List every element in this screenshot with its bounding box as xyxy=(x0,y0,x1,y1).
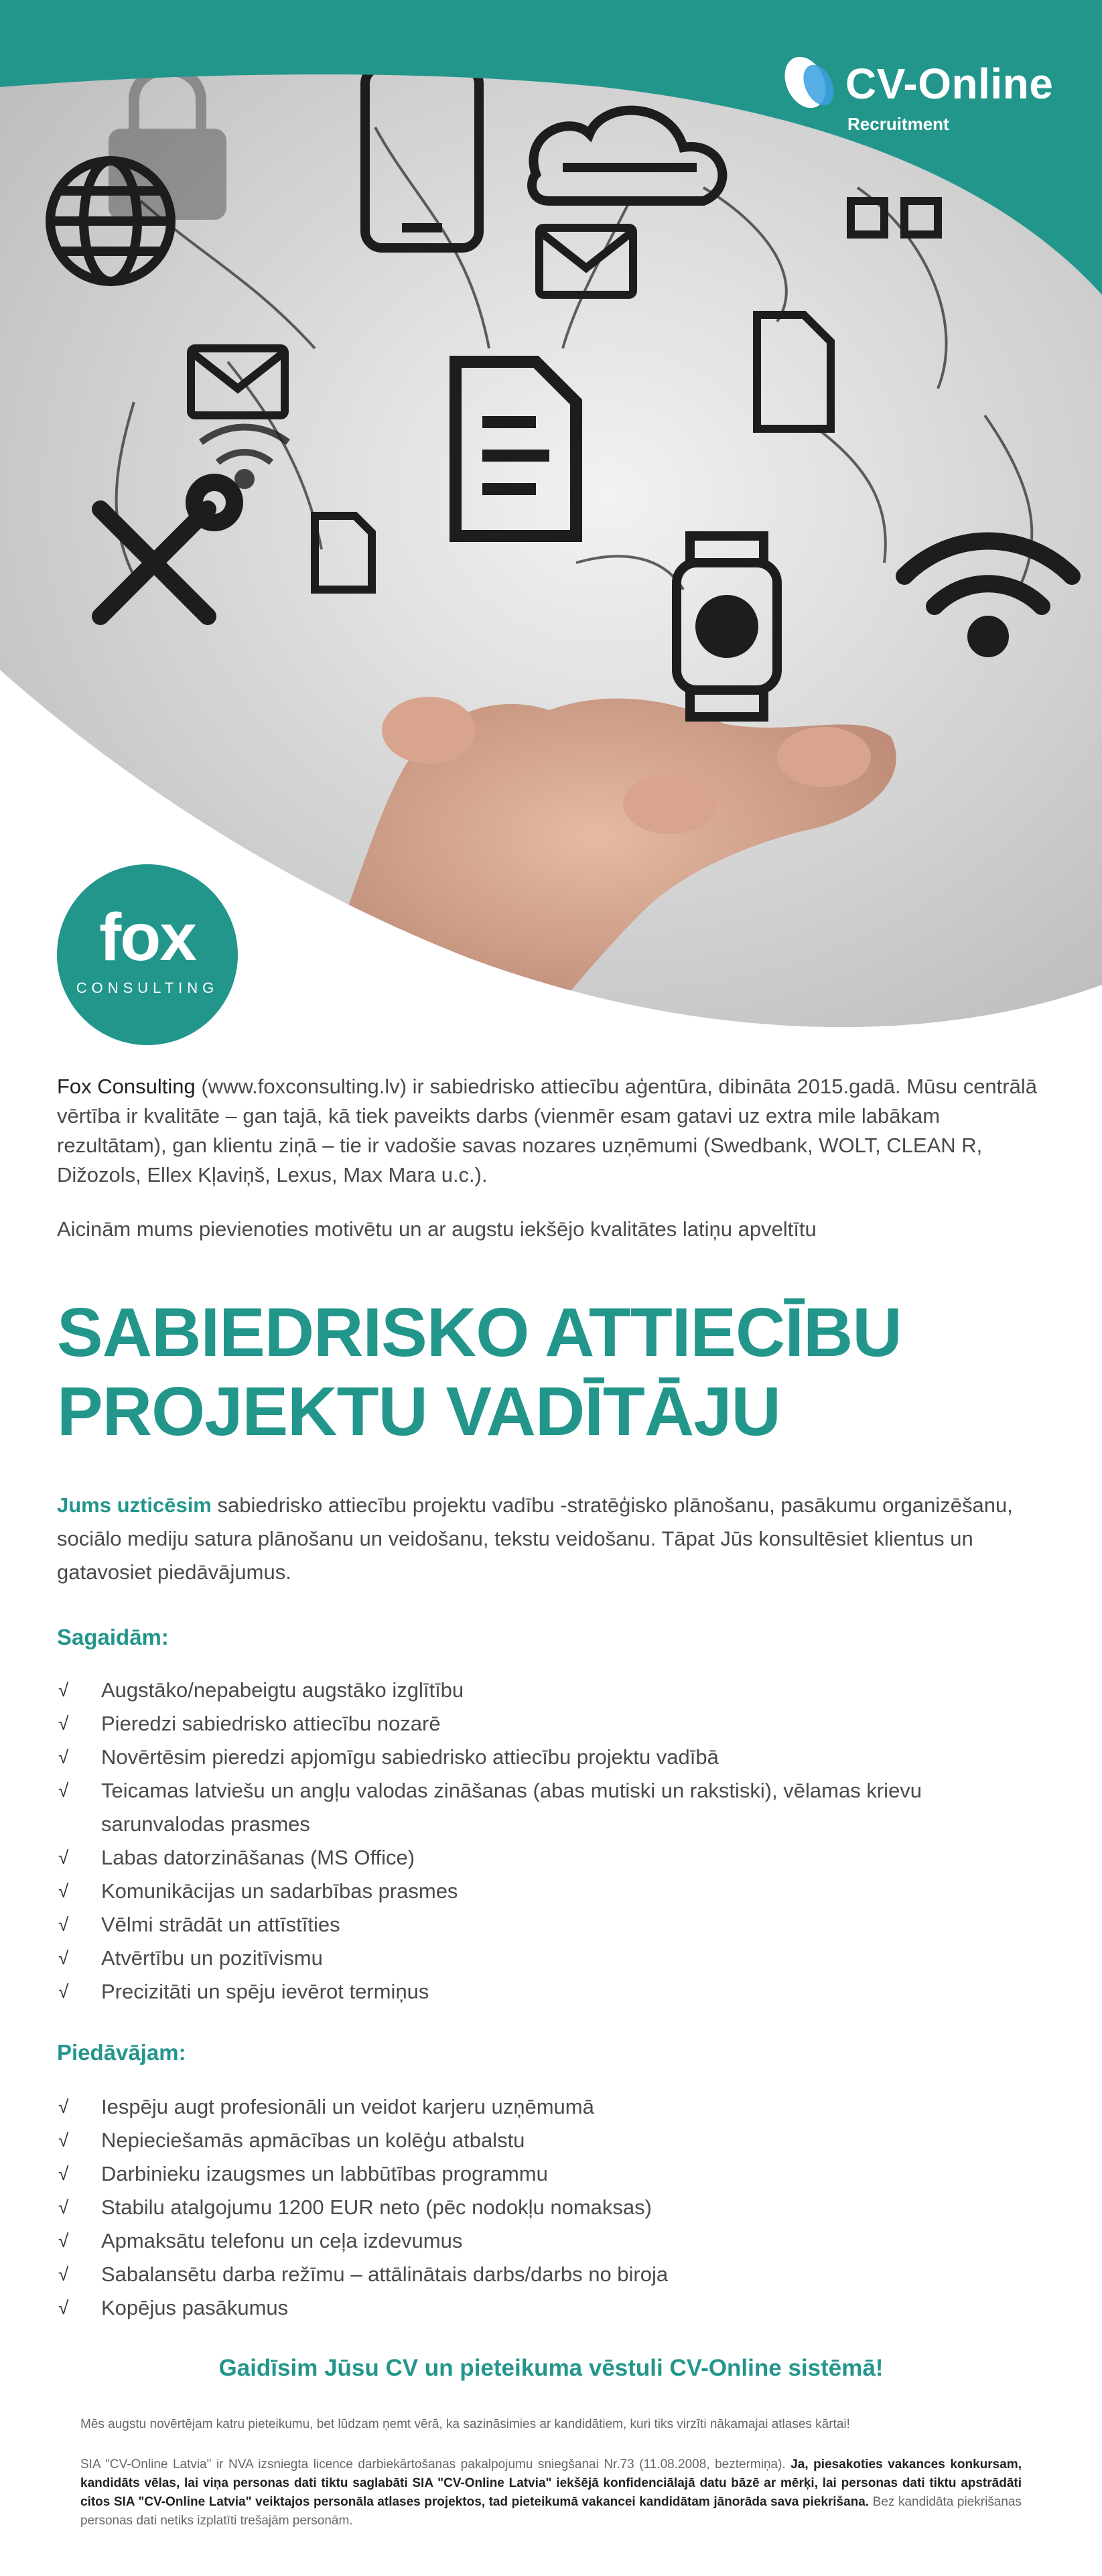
list-item: √ Pieredzi sabiedrisko attiecību nozarē xyxy=(57,1707,1048,1741)
list-item: √ Labas datorzināšanas (MS Office) xyxy=(57,1841,1048,1875)
list-item: √ Apmaksātu telefonu un ceļa izdevumus xyxy=(57,2224,1048,2258)
cv-online-logo-icon xyxy=(777,50,844,117)
requirements-list xyxy=(57,1674,1048,2009)
logo-subword: CONSULTING xyxy=(76,979,219,996)
list-item: √ Augstāko/nepabeigtu augstāko izglītību xyxy=(57,1674,1048,1707)
check-icon: √ xyxy=(58,2197,69,2218)
check-icon: √ xyxy=(58,1680,69,1700)
list-item: √ Novērtēsim pieredzi apjomīgu sabiedrisko attiecību projektu vadībā xyxy=(57,1741,1048,1774)
apply-call-to-action: Gaidīsim Jūsu CV un pieteikuma vēstuli CV-Online sistēmā! xyxy=(218,2355,884,2381)
check-icon: √ xyxy=(58,1914,69,1935)
list-item: √ Precizitāti un spēju ievērot termiņus xyxy=(57,1975,1048,2009)
position-title xyxy=(57,1293,1048,1451)
check-icon: √ xyxy=(58,2163,69,2184)
check-icon: √ xyxy=(58,1981,69,2002)
check-icon: √ xyxy=(58,1881,69,1901)
list-item: √ Sabalansētu darba režīmu – attālinātais darbs/darbs no biroja xyxy=(57,2258,1048,2291)
responsibilities-text: sabiedrisko attiecību projektu vadību -stratēģisko plānošanu, pasākumu organizēšanu, sociālo mediju satura plānošanu un veidošanu, tekstu veidošanu. Tāpat Jūs konsultēsiet klientus un gatavosiet piedāvājumus. xyxy=(57,1493,1013,1584)
logo-word: fox xyxy=(99,900,196,975)
check-icon: √ xyxy=(58,1847,69,1868)
responsibilities-lead: Jums uzticēsim xyxy=(57,1493,212,1517)
list-item: √ Darbinieku izaugsmes un labbūtības programmu xyxy=(57,2157,1048,2191)
fox-consulting-logo xyxy=(57,864,238,1045)
fine-print-license xyxy=(80,2455,1022,2530)
offers-list xyxy=(57,2090,1048,2325)
responsibilities-paragraph xyxy=(57,1489,1048,1589)
list-item: √ Iespēju augt profesionāli un veidot karjeru uzņēmumā xyxy=(57,2090,1048,2124)
list-item: √ Teicamas latviešu un angļu valodas zināšanas (abas mutiski un rakstiski), vēlamas krievu sarunvalodas prasmes xyxy=(57,1774,1048,1841)
check-icon: √ xyxy=(58,1780,69,1801)
check-icon: √ xyxy=(58,2130,69,2151)
license-text: SIA "CV-Online Latvia" ir NVA izsniegta licence darbiekārtošanas pakalpojumu sniegšanai Nr.73 (11.08.2008, beztermiņa). xyxy=(80,2457,791,2471)
invite-line: Aicinām mums pievienoties motivētu un ar augstu iekšējo kvalitātes latiņu apveltītu xyxy=(57,1217,817,1241)
cv-online-logo xyxy=(777,47,1058,147)
check-icon: √ xyxy=(58,1713,69,1734)
intro-text: (www.foxconsulting.lv) ir sabiedrisko attiecību aģentūra, dibināta 2015.gadā. Mūsu centrālā vērtība ir kvalitāte – gan tajā, kā tiek paveikts darbs (vienmēr esam gatavi uz extra mile labākam rezultātam), gan klientu ziņā – tie ir vadošie savas nozares uzņēmumi (Swedbank, WOLT, CLEAN R, Dižozols, Ellex Kļaviņš, Lexus, Max Mara u.c.). xyxy=(57,1075,1037,1187)
company-name: Fox Consulting xyxy=(57,1075,196,1098)
check-icon: √ xyxy=(58,1948,69,1968)
check-icon: √ xyxy=(58,1747,69,1767)
list-item: √ Atvērtību un pozitīvismu xyxy=(57,1942,1048,1975)
consent-text: Ja, piesakoties vakances konkursam, kandidāts vēlas, lai viņa personas dati tiktu saglabāti SIA "CV-Online Latvia" iekšējā konfidenciālajā datu bāzē ar mērķi, lai personas dati tiktu apstrādāti citos SIA "CV-Online Latvia" veiktajos personāla atlases projektos, tad pieteikumā vakancei kandidātam jānorāda sava piekrišana. xyxy=(80,2457,1022,2509)
check-icon: √ xyxy=(58,2297,69,2318)
list-item: √ Nepieciešamās apmācības un kolēģu atbalstu xyxy=(57,2124,1048,2157)
list-item: √ Kopējus pasākumus xyxy=(57,2291,1048,2325)
list-item: √ Komunikācijas un sadarbības prasmes xyxy=(57,1875,1048,1908)
requirements-heading: Sagaidām: xyxy=(57,1625,169,1649)
list-item: √ Stabilu atalgojumu 1200 EUR neto (pēc nodokļu nomaksas) xyxy=(57,2191,1048,2224)
list-item: √ Vēlmi strādāt un attīstīties xyxy=(57,1908,1048,1942)
position-title-line1: SABIEDRISKO ATTIECĪBU xyxy=(57,1294,902,1371)
privacy-text: Bez kandidāta piekrišanas personas dati netiks izplatīti trešajām personām. xyxy=(80,2495,1022,2528)
check-icon: √ xyxy=(58,2264,69,2285)
check-icon: √ xyxy=(58,2230,69,2251)
check-icon: √ xyxy=(58,2096,69,2117)
position-title-line2: PROJEKTU VADĪTĀJU xyxy=(57,1373,780,1450)
fine-print-notice: Mēs augstu novērtējam katru pieteikumu, bet lūdzam ņemt vērā, ka sazināsimies ar kandidātiem, kuri tiks virzīti nākamajai atlases kārtai! xyxy=(80,2417,850,2431)
brand-name: CV-Online xyxy=(845,60,1054,108)
intro-paragraph xyxy=(57,1072,1048,1190)
offers-heading: Piedāvājam: xyxy=(57,2040,186,2065)
brand-subtitle: Recruitment xyxy=(847,114,949,134)
